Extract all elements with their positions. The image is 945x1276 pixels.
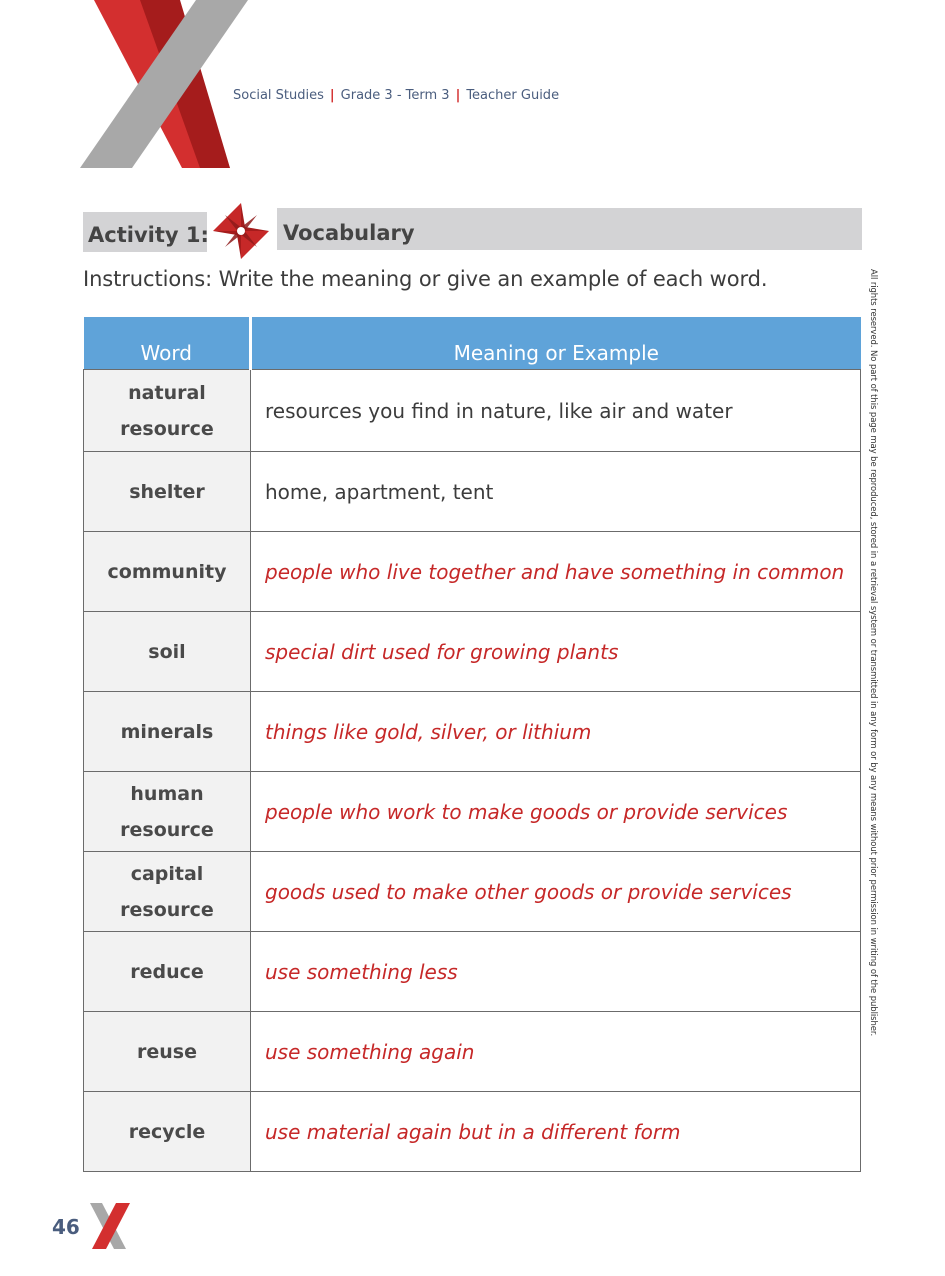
meaning-column-header: Meaning or Example (251, 317, 861, 370)
answer-cell: use something less (251, 932, 861, 1012)
header-separator: | (329, 88, 335, 103)
activity-label: Activity 1: (83, 212, 207, 252)
table-row (84, 370, 861, 452)
header-grade: Grade 3 - Term 3 (340, 88, 450, 103)
table-header-row (84, 317, 861, 370)
meaning-cell: resources you find in nature, like air and water (251, 370, 861, 452)
compass-icon (211, 201, 271, 261)
meaning-cell: home, apartment, tent (251, 452, 861, 532)
word-cell: reduce (84, 932, 251, 1012)
word-cell: reuse (84, 1012, 251, 1092)
word-cell: capital resource (84, 852, 251, 932)
answer-cell: goods used to make other goods or provide services (251, 852, 861, 932)
answer-cell: things like gold, silver, or lithium (251, 692, 861, 772)
answer-cell: people who work to make goods or provide services (251, 772, 861, 852)
vocabulary-table (83, 317, 861, 1172)
table-row (84, 932, 861, 1012)
word-cell: natural resource (84, 370, 251, 452)
answer-cell: use something again (251, 1012, 861, 1092)
word-cell: soil (84, 612, 251, 692)
table-row (84, 1092, 861, 1172)
page-header (233, 88, 559, 103)
table-row (84, 772, 861, 852)
table-row (84, 532, 861, 612)
activity-title: Vocabulary (277, 208, 862, 250)
footer-logo (86, 1203, 130, 1249)
answer-cell: people who live together and have something in common (251, 532, 861, 612)
answer-cell: special dirt used for growing plants (251, 612, 861, 692)
answer-cell: use material again but in a different form (251, 1092, 861, 1172)
word-cell: community (84, 532, 251, 612)
instructions-text: Instructions: Write the meaning or give an example of each word. (83, 267, 768, 291)
word-cell: shelter (84, 452, 251, 532)
header-guide: Teacher Guide (466, 88, 560, 103)
word-column-header: Word (84, 317, 251, 370)
copyright-notice: All rights reserved. No part of this page may be reproduced, stored in a retrieval system or transmitted in any form or by any means without prior permission in writing of the publisher. (868, 269, 878, 1037)
table-row (84, 692, 861, 772)
table-row (84, 852, 861, 932)
word-cell: recycle (84, 1092, 251, 1172)
table-row (84, 1012, 861, 1092)
word-cell: minerals (84, 692, 251, 772)
header-subject: Social Studies (233, 88, 324, 103)
table-row (84, 452, 861, 532)
table-row (84, 612, 861, 692)
brand-logo (80, 0, 250, 168)
page-number: 46 (52, 1215, 80, 1239)
word-cell: human resource (84, 772, 251, 852)
header-separator: | (455, 88, 461, 103)
